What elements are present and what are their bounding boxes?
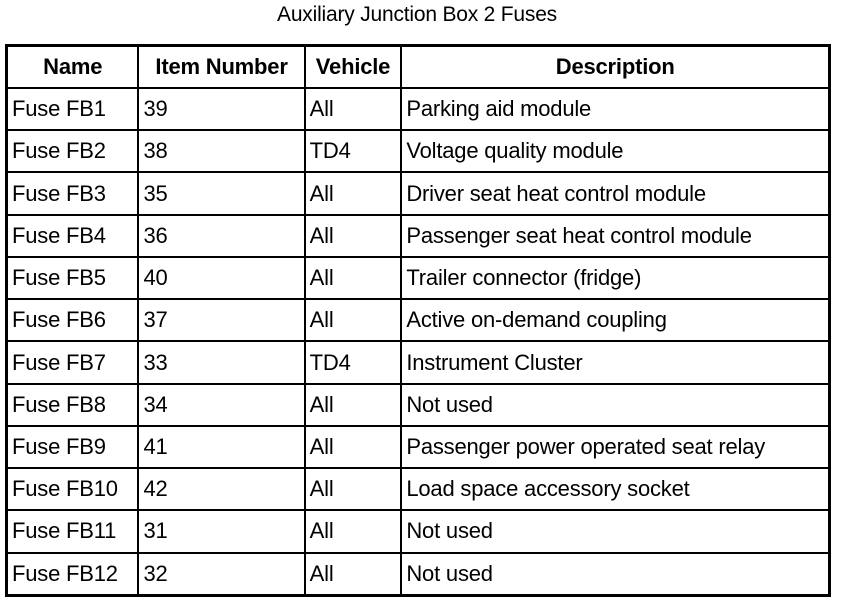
cell-name: Fuse FB5 — [7, 257, 139, 299]
table-row — [7, 88, 830, 130]
cell-item-number: 40 — [138, 257, 304, 299]
cell-item-number: 32 — [138, 553, 304, 596]
cell-name: Fuse FB8 — [7, 384, 139, 426]
cell-item-number: 33 — [138, 341, 304, 383]
table-row — [7, 299, 830, 341]
cell-description: Passenger power operated seat relay — [401, 426, 829, 468]
cell-vehicle: All — [305, 257, 402, 299]
cell-vehicle: TD4 — [305, 130, 402, 172]
cell-name: Fuse FB9 — [7, 426, 139, 468]
table-row — [7, 215, 830, 257]
cell-description: Load space accessory socket — [401, 468, 829, 510]
cell-description: Not used — [401, 510, 829, 552]
cell-vehicle: All — [305, 172, 402, 214]
page-title: Auxiliary Junction Box 2 Fuses — [277, 3, 557, 26]
cell-name: Fuse FB11 — [7, 510, 139, 552]
cell-item-number: 34 — [138, 384, 304, 426]
cell-name: Fuse FB12 — [7, 553, 139, 596]
cell-description: Voltage quality module — [401, 130, 829, 172]
header-description: Description — [401, 46, 829, 89]
cell-vehicle: All — [305, 299, 402, 341]
cell-item-number: 31 — [138, 510, 304, 552]
cell-item-number: 36 — [138, 215, 304, 257]
cell-item-number: 42 — [138, 468, 304, 510]
cell-vehicle: All — [305, 88, 402, 130]
cell-vehicle: All — [305, 510, 402, 552]
cell-description: Active on-demand coupling — [401, 299, 829, 341]
cell-name: Fuse FB3 — [7, 172, 139, 214]
cell-name: Fuse FB7 — [7, 341, 139, 383]
table-row — [7, 426, 830, 468]
table-row — [7, 341, 830, 383]
cell-item-number: 39 — [138, 88, 304, 130]
cell-description: Passenger seat heat control module — [401, 215, 829, 257]
table-row — [7, 172, 830, 214]
cell-description: Instrument Cluster — [401, 341, 829, 383]
cell-vehicle: All — [305, 426, 402, 468]
table-row — [7, 257, 830, 299]
cell-name: Fuse FB10 — [7, 468, 139, 510]
cell-vehicle: All — [305, 215, 402, 257]
fuse-table — [5, 44, 831, 597]
cell-description: Parking aid module — [401, 88, 829, 130]
cell-description: Trailer connector (fridge) — [401, 257, 829, 299]
cell-name: Fuse FB6 — [7, 299, 139, 341]
fuse-table-body — [7, 88, 830, 596]
table-row — [7, 384, 830, 426]
table-row — [7, 130, 830, 172]
cell-description: Not used — [401, 384, 829, 426]
header-name: Name — [7, 46, 139, 89]
cell-name: Fuse FB4 — [7, 215, 139, 257]
header-item-number: Item Number — [138, 46, 304, 89]
cell-item-number: 35 — [138, 172, 304, 214]
cell-vehicle: All — [305, 384, 402, 426]
table-header-row — [7, 46, 830, 89]
table-row — [7, 510, 830, 552]
table-row — [7, 553, 830, 596]
cell-vehicle: TD4 — [305, 341, 402, 383]
cell-vehicle: All — [305, 468, 402, 510]
cell-description: Not used — [401, 553, 829, 596]
cell-item-number: 38 — [138, 130, 304, 172]
cell-name: Fuse FB1 — [7, 88, 139, 130]
cell-item-number: 37 — [138, 299, 304, 341]
cell-vehicle: All — [305, 553, 402, 596]
cell-description: Driver seat heat control module — [401, 172, 829, 214]
header-vehicle: Vehicle — [305, 46, 402, 89]
table-row — [7, 468, 830, 510]
cell-item-number: 41 — [138, 426, 304, 468]
cell-name: Fuse FB2 — [7, 130, 139, 172]
